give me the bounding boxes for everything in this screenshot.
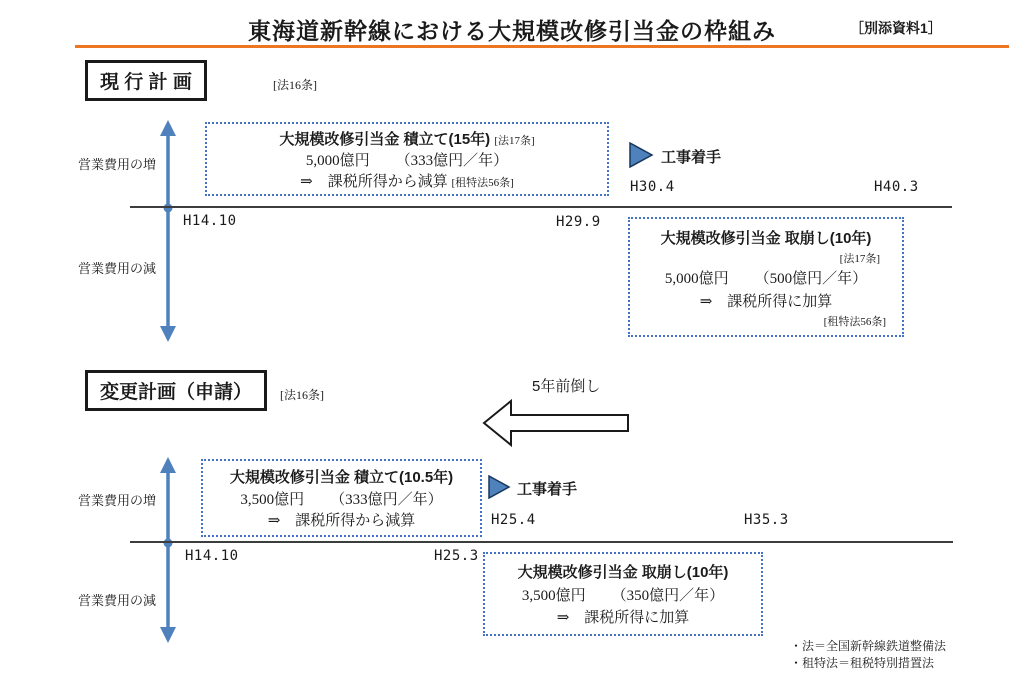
current-cost-increase-label: 営業費用の増: [78, 157, 157, 172]
current-cost-decrease-label: 営業費用の減: [78, 261, 157, 276]
revised-timeline: [130, 541, 953, 543]
current-withdraw-effect: ⇒ 課税所得に加算: [699, 294, 833, 311]
current-plan-law-note: [法16条]: [273, 78, 317, 92]
current-deposit-end-date: H29.9: [556, 214, 601, 230]
revised-cost-axis-arrow-icon: [155, 457, 181, 643]
title-underline-rule: [75, 45, 1009, 48]
current-start-date: H14.10: [183, 213, 237, 229]
current-deposit-title: 大規模改修引当金 積立て(15年) [法17条]: [279, 131, 535, 148]
current-deposit-amount: 5,000億円 （333億円／年）: [305, 153, 509, 169]
footnote-law: ・法＝全国新幹線鉄道整備法: [790, 639, 947, 653]
current-withdraw-title: 大規模改修引当金 取崩し(10年): [660, 229, 872, 247]
revised-deposit-box: [201, 459, 482, 537]
current-timeline: [130, 206, 952, 208]
revised-withdraw-amount: 3,500億円 （350億円／年）: [521, 587, 725, 604]
current-cost-axis-arrow-icon: [155, 120, 181, 342]
doc-ref-label: ［別添資料1］: [850, 20, 942, 36]
footnote-tax-law: ・租特法＝租税特別措置法: [790, 656, 935, 670]
current-construction-start-arrow-icon: [628, 142, 654, 168]
current-deposit-law-note: [法17条]: [494, 135, 535, 147]
revised-withdraw-effect: ⇒ 課税所得に加算: [556, 610, 690, 627]
current-withdraw-amount: 5,000億円 （500億円／年）: [664, 271, 868, 288]
page-title: 東海道新幹線における大規模改修引当金の枠組み: [248, 18, 776, 44]
shift-left-arrow-icon: [481, 398, 631, 448]
revised-withdraw-title: 大規模改修引当金 取崩し(10年): [517, 563, 729, 581]
current-construction-start-date: H30.4: [630, 179, 675, 195]
revised-deposit-amount: 3,500億円 （333億円／年）: [240, 491, 443, 508]
current-construction-end-date: H40.3: [874, 179, 919, 195]
shift-label: 5年前倒し: [532, 378, 601, 395]
revised-deposit-title: 大規模改修引当金 積立て(10.5年): [229, 468, 454, 486]
current-deposit-effect: ⇒ 課税所得から減算 [租特法56条]: [300, 174, 514, 190]
current-withdraw-box: [628, 217, 904, 337]
revised-deposit-end-date: H25.3: [434, 548, 479, 564]
revised-construction-start-date: H25.4: [491, 512, 536, 528]
current-construction-label: 工事着手: [661, 149, 722, 166]
current-plan-header-box: 現 行 計 画: [85, 60, 207, 101]
current-withdraw-law-note: [法17条]: [839, 252, 880, 265]
revised-plan-header-box: 変更計画（申請）: [85, 370, 267, 411]
current-deposit-box: [205, 122, 609, 196]
current-withdraw-tax-note: [租特法56条]: [823, 316, 886, 329]
revised-cost-increase-label: 営業費用の増: [78, 493, 157, 508]
revised-construction-start-arrow-icon: [487, 475, 511, 499]
revised-cost-decrease-label: 営業費用の減: [78, 593, 157, 608]
current-deposit-tax-note: [租特法56条]: [451, 177, 514, 189]
revised-plan-law-note: [法16条]: [280, 388, 324, 402]
revised-start-date: H14.10: [185, 548, 239, 564]
revised-withdraw-box: [483, 552, 763, 636]
revised-deposit-effect: ⇒ 課税所得から減算: [267, 513, 416, 530]
revised-construction-end-date: H35.3: [744, 512, 789, 528]
revised-construction-label: 工事着手: [517, 481, 578, 498]
